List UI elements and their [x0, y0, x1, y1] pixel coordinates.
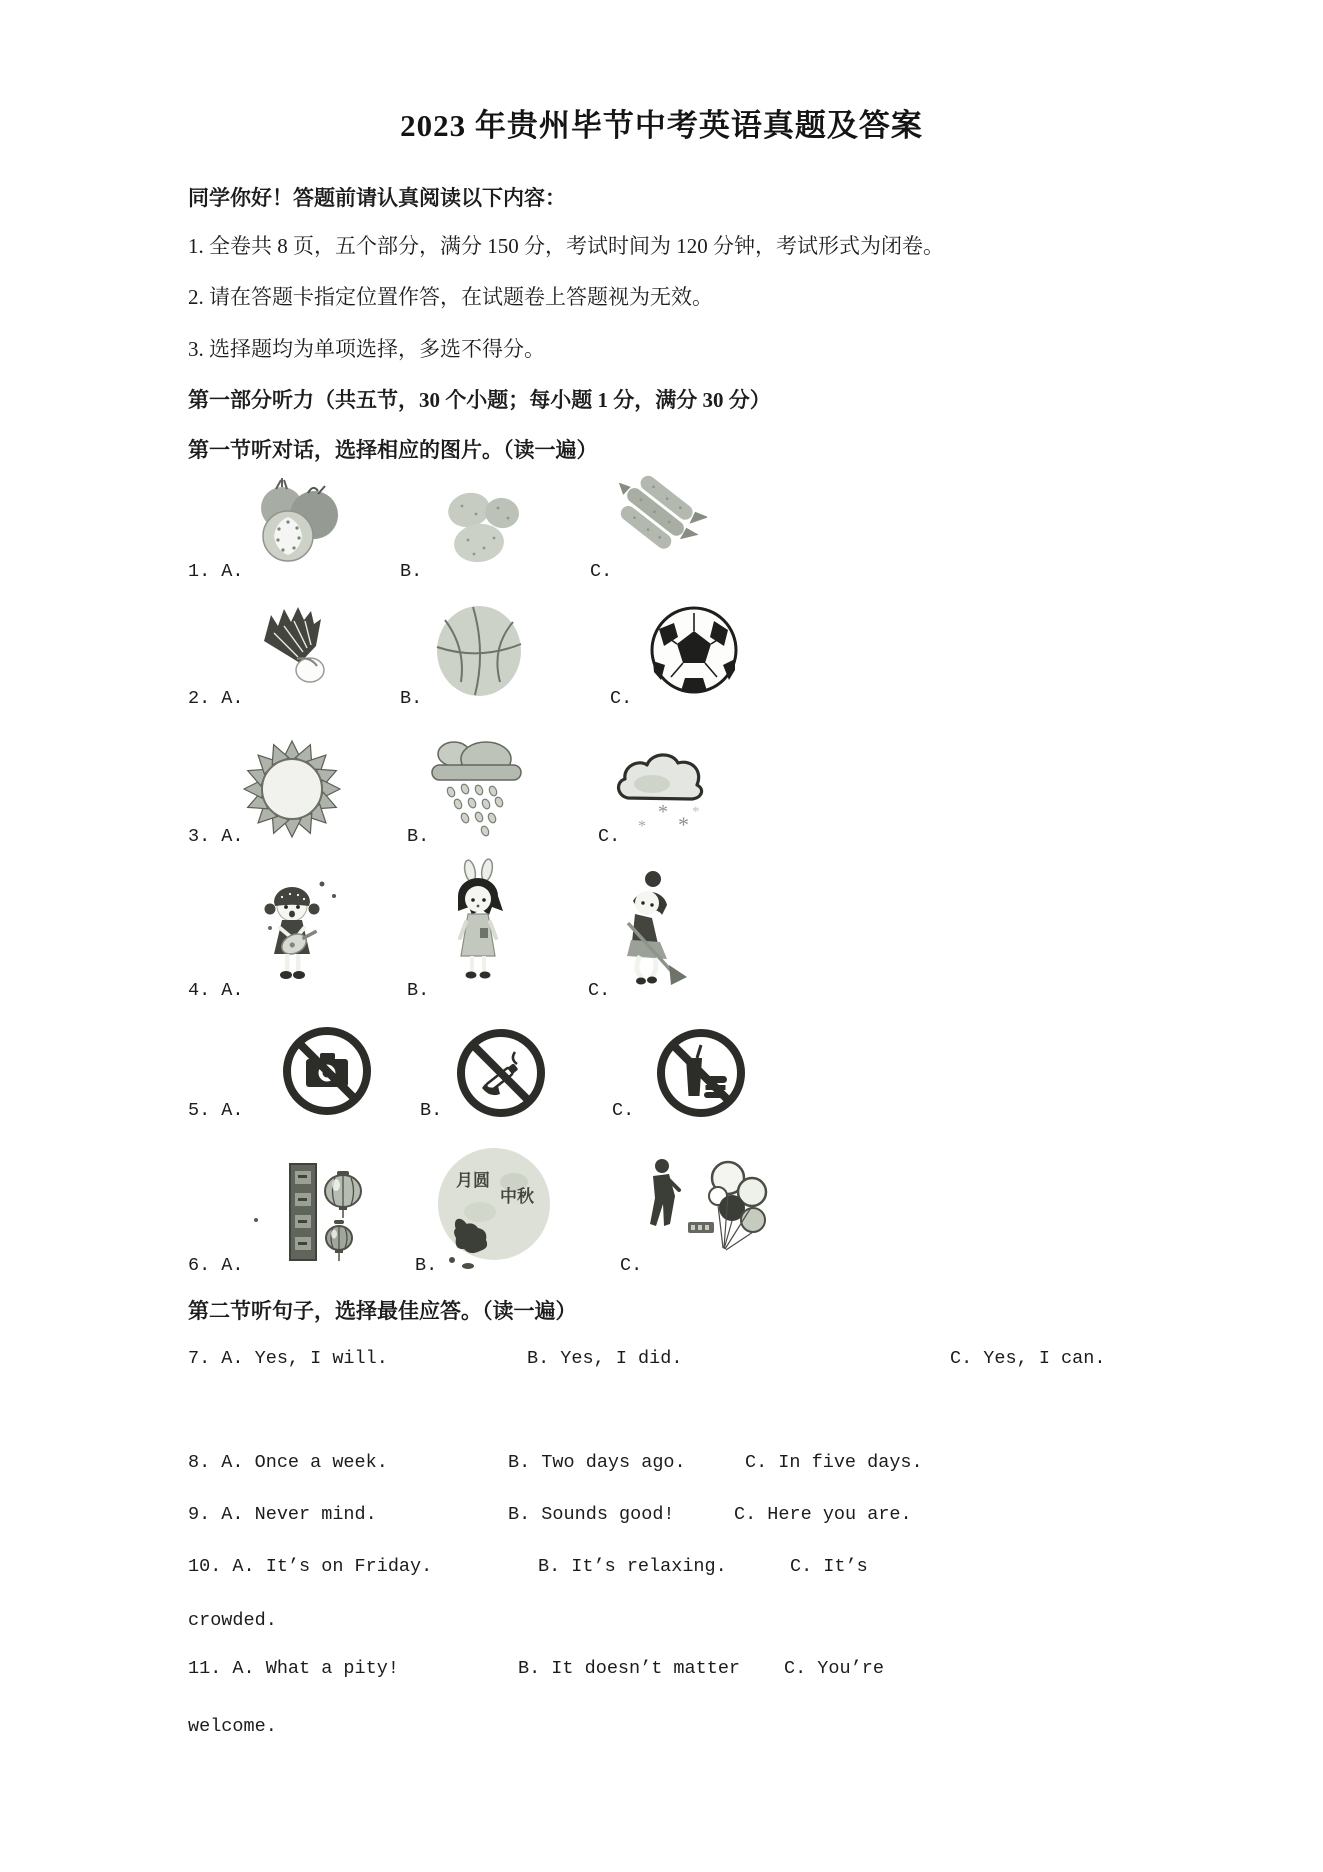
notice-item-2: 2. 请在答题卡指定位置作答，在试题卷上答题视为无效。: [188, 285, 713, 309]
badminton-shuttlecock-image: [250, 600, 345, 692]
person-with-balloons-image: [636, 1150, 771, 1265]
corn-cobs-image: [612, 462, 707, 567]
moon-text-2: 中秋: [500, 1187, 534, 1206]
q3-number-label: 3. A.: [188, 826, 244, 847]
no-smoking-sign-image: [452, 1024, 550, 1122]
q11-option-c-text: C. You’re: [784, 1658, 884, 1679]
rain-cloud-image: [428, 734, 526, 839]
q11-option-c-continuation: welcome.: [188, 1716, 277, 1737]
q11-option-a-text: 11. A. What a pity!: [188, 1658, 399, 1679]
q5-number-label: 5. A.: [188, 1100, 244, 1121]
girl-sweeping-image: [600, 866, 695, 991]
q10-option-a-text: 10. A. It’s on Friday.: [188, 1556, 433, 1577]
svg-text:*: *: [638, 818, 646, 834]
q1-number-label: 1. A.: [188, 561, 244, 582]
page-title: 2023 年贵州毕节中考英语真题及答案: [400, 108, 923, 143]
q2-option-b-label: B.: [400, 688, 423, 709]
q9-option-c-text: C. Here you are.: [734, 1504, 912, 1525]
no-photography-sign-image: [278, 1022, 376, 1120]
soccer-ball-image: [648, 604, 740, 696]
q4-number-label: 4. A.: [188, 980, 244, 1001]
q2-option-c-label: C.: [610, 688, 633, 709]
girl-playing-guitar-image: [248, 862, 348, 987]
q8-option-c-text: C. In five days.: [745, 1452, 923, 1473]
q4-option-c-label: C.: [588, 980, 611, 1001]
notice-item-1: 1. 全卷共 8 页，五个部分，满分 150 分，考试时间为 120 分钟，考试形式为闭卷。: [188, 234, 944, 258]
svg-text:*: *: [678, 812, 689, 834]
q1-option-b-label: B.: [400, 561, 423, 582]
snow-cloud-image: [612, 744, 707, 834]
svg-text:*: *: [692, 804, 700, 820]
q3-option-c-label: C.: [598, 826, 621, 847]
q6-option-b-label: B.: [415, 1255, 438, 1276]
q8-option-b-text: B. Two days ago.: [508, 1452, 686, 1473]
festival-banner-and-lanterns-image: [246, 1158, 371, 1273]
q10-option-c-text: C. It’s: [790, 1556, 868, 1577]
girl-standing-image: [432, 858, 522, 988]
moon-text-1: 月圆: [456, 1171, 490, 1190]
q8-option-a-text: 8. A. Once a week.: [188, 1452, 388, 1473]
q10-option-c-continuation: crowded.: [188, 1610, 277, 1631]
q5-option-b-label: B.: [420, 1100, 443, 1121]
potatoes-image: [438, 486, 530, 566]
q10-option-b-text: B. It’s relaxing.: [538, 1556, 727, 1577]
q4-option-b-label: B.: [407, 980, 430, 1001]
svg-text:*: *: [658, 801, 668, 823]
q6-number-label: 6. A.: [188, 1255, 244, 1276]
sun-image: [243, 738, 341, 840]
section2-heading: 第二节听句子，选择最佳应答。（读一遍）: [188, 1299, 577, 1323]
q11-option-b-text: B. It doesn’t matter: [518, 1658, 741, 1679]
q7-option-a-text: 7. A. Yes, I will.: [188, 1348, 388, 1369]
q9-option-b-text: B. Sounds good!: [508, 1504, 675, 1525]
q2-number-label: 2. A.: [188, 688, 244, 709]
q7-option-b-text: B. Yes, I did.: [527, 1348, 683, 1369]
q1-option-c-label: C.: [590, 561, 613, 582]
mid-autumn-moon-image: [428, 1142, 558, 1282]
greeting-line: 同学你好！答题前请认真阅读以下内容：: [188, 186, 566, 210]
notice-item-3: 3. 选择题均为单项选择，多选不得分。: [188, 337, 545, 361]
section1-heading: 第一节听对话，选择相应的图片。（读一遍）: [188, 438, 598, 462]
q6-option-c-label: C.: [620, 1255, 643, 1276]
tomatoes-image: [252, 472, 347, 570]
no-food-drink-sign-image: [652, 1024, 750, 1122]
q3-option-b-label: B.: [407, 826, 430, 847]
basketball-image: [432, 602, 527, 700]
part1-heading: 第一部分听力（共五节，30 个小题；每小题 1 分，满分 30 分）: [188, 388, 771, 412]
q7-option-c-text: C. Yes, I can.: [950, 1348, 1106, 1369]
q9-option-a-text: 9. A. Never mind.: [188, 1504, 377, 1525]
q5-option-c-label: C.: [612, 1100, 635, 1121]
